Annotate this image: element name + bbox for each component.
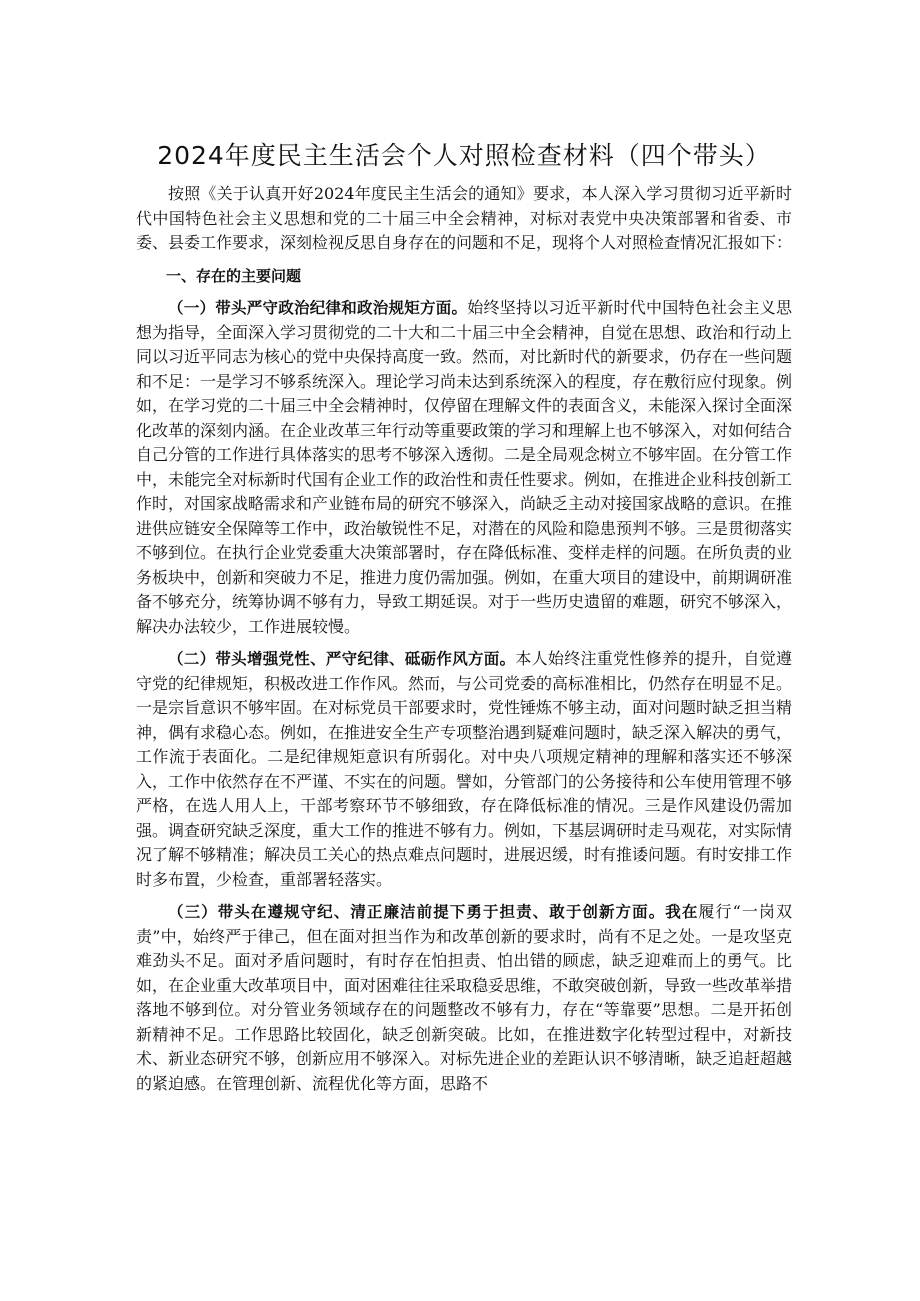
document-page — [136, 136, 792, 1104]
paragraph-body: 本人始终注重党性修养的提升，自觉遵守党的纪律规矩，积极改进工作作风。然而，与公司党委的高标准相比，仍然存在明显不足。一是宗旨意识不够牢固。在对标党员干部要求时，党性锤炼不够主动，面对问题时缺乏担当精神，偶有求稳心态。例如，在推进安全生产专项整治遇到疑难问题时，缺乏深入解决的勇气，工作流于表面化。二是纪律规矩意识有所弱化。对中央八项规定精神的理解和落实还不够深入，工作中依然存在不严谨、不实在的问题。譬如，分管部门的公务接待和公车使用管理不够严格，在选人用人上，干部考察环节不够细致，存在降低标准的情况。三是作风建设仍需加强。调查研究缺乏深度，重大工作的推进不够有力。例如，下基层调研时走马观花，对实际情况了解不够精准；解决员工关心的热点难点问题时，进展迟缓，时有推诿问题。有时安排工作时多布置，少检查，重部署轻落实。 — [136, 649, 793, 889]
paragraph-lead: （二）带头增强党性、严守纪律、砥砺作风方面。 — [168, 650, 516, 668]
paragraph-lead: （三）带头在遵规守纪、清正廉洁前提下勇于担责、敢于创新方面。我在 — [168, 903, 699, 921]
paragraph-lead: （一）带头严守政治纪律和政治规矩方面。 — [168, 299, 468, 317]
document-title: 2024年度民主生活会个人对照检查材料（四个带头） — [157, 141, 771, 170]
paragraph-political-discipline — [136, 296, 792, 639]
section-heading: 一、存在的主要问题 — [166, 266, 302, 285]
paragraph-party-spirit — [136, 647, 792, 892]
paragraph-responsibility-innovation — [136, 900, 792, 1096]
paragraph-body: 始终坚持以习近平新时代中国特色社会主义思想为指导，全面深入学习贯彻党的二十大和二十届三中全会精神，自觉在思想、政治和行动上同以习近平同志为核心的党中央保持高度一致。然而，对比新时代的新要求，仍存在一些问题和不足：一是学习不够系统深入。理论学习尚未达到系统深入的程度，存在敷衍应付现象。例如，在学习党的二十届三中全会精神时，仅停留在理解文件的表面含义，未能深入探讨全面深化改革的深刻内涵。在企业改革三年行动等重要政策的学习和理解上也不够深入，对如何结合自己分管的工作进行具体落实的思考不够深入透彻。二是全局观念树立不够牢固。在分管工作中，未能完全对标新时代国有企业工作的政治性和责任性要求。例如，在推进企业科技创新工作时，对国家战略需求和产业链布局的研究不够深入，尚缺乏主动对接国家战略的意识。在推进供应链安全保障等工作中，政治敏锐性不足，对潜在的风险和隐患预判不够。三是贯彻落实不够到位。在执行企业党委重大决策部署时，存在降低标准、变样走样的问题。在所负责的业务板块中，创新和突破力不足，推进力度仍需加强。例如，在重大项目的建设中，前期调研准备不够充分，统筹协调不够有力，导致工期延误。对于一些历史遗留的难题，研究不够深入，解决办法较少，工作进展较慢。 — [136, 298, 793, 636]
paragraph-body: 履行“一岗双责”中，始终严于律己，但在面对担当作为和改革创新的要求时，尚有不足之处。一是攻坚克难劲头不足。面对矛盾问题时，有时存在怕担责、怕出错的顾虑，缺乏迎难而上的勇气。比如，在企业重大改革项目中，面对困难往往采取稳妥思维，不敢突破创新，导致一些改革举措落地不够到位。对分管业务领域存在的问题整改不够有力，存在“等靠要”思想。二是开拓创新精神不足。工作思路比较固化，缺乏创新突破。比如，在推进数字化转型过程中，对新技术、新业态研究不够，创新应用不够深入。对标先进企业的差距认识不够清晰，缺乏追赶超越的紧迫感。在管理创新、流程优化等方面，思路不 — [136, 902, 793, 1093]
intro-paragraph: 按照《关于认真开好2024年度民主生活会的通知》要求，本人深入学习贯彻习近平新时代中国特色社会主义思想和党的二十届三中全会精神，对标对表党中央决策部署和省委、市委、县委工作要求，深刻检视反思自身存在的问题和不足，现将个人对照检查情况汇报如下： — [136, 184, 793, 252]
